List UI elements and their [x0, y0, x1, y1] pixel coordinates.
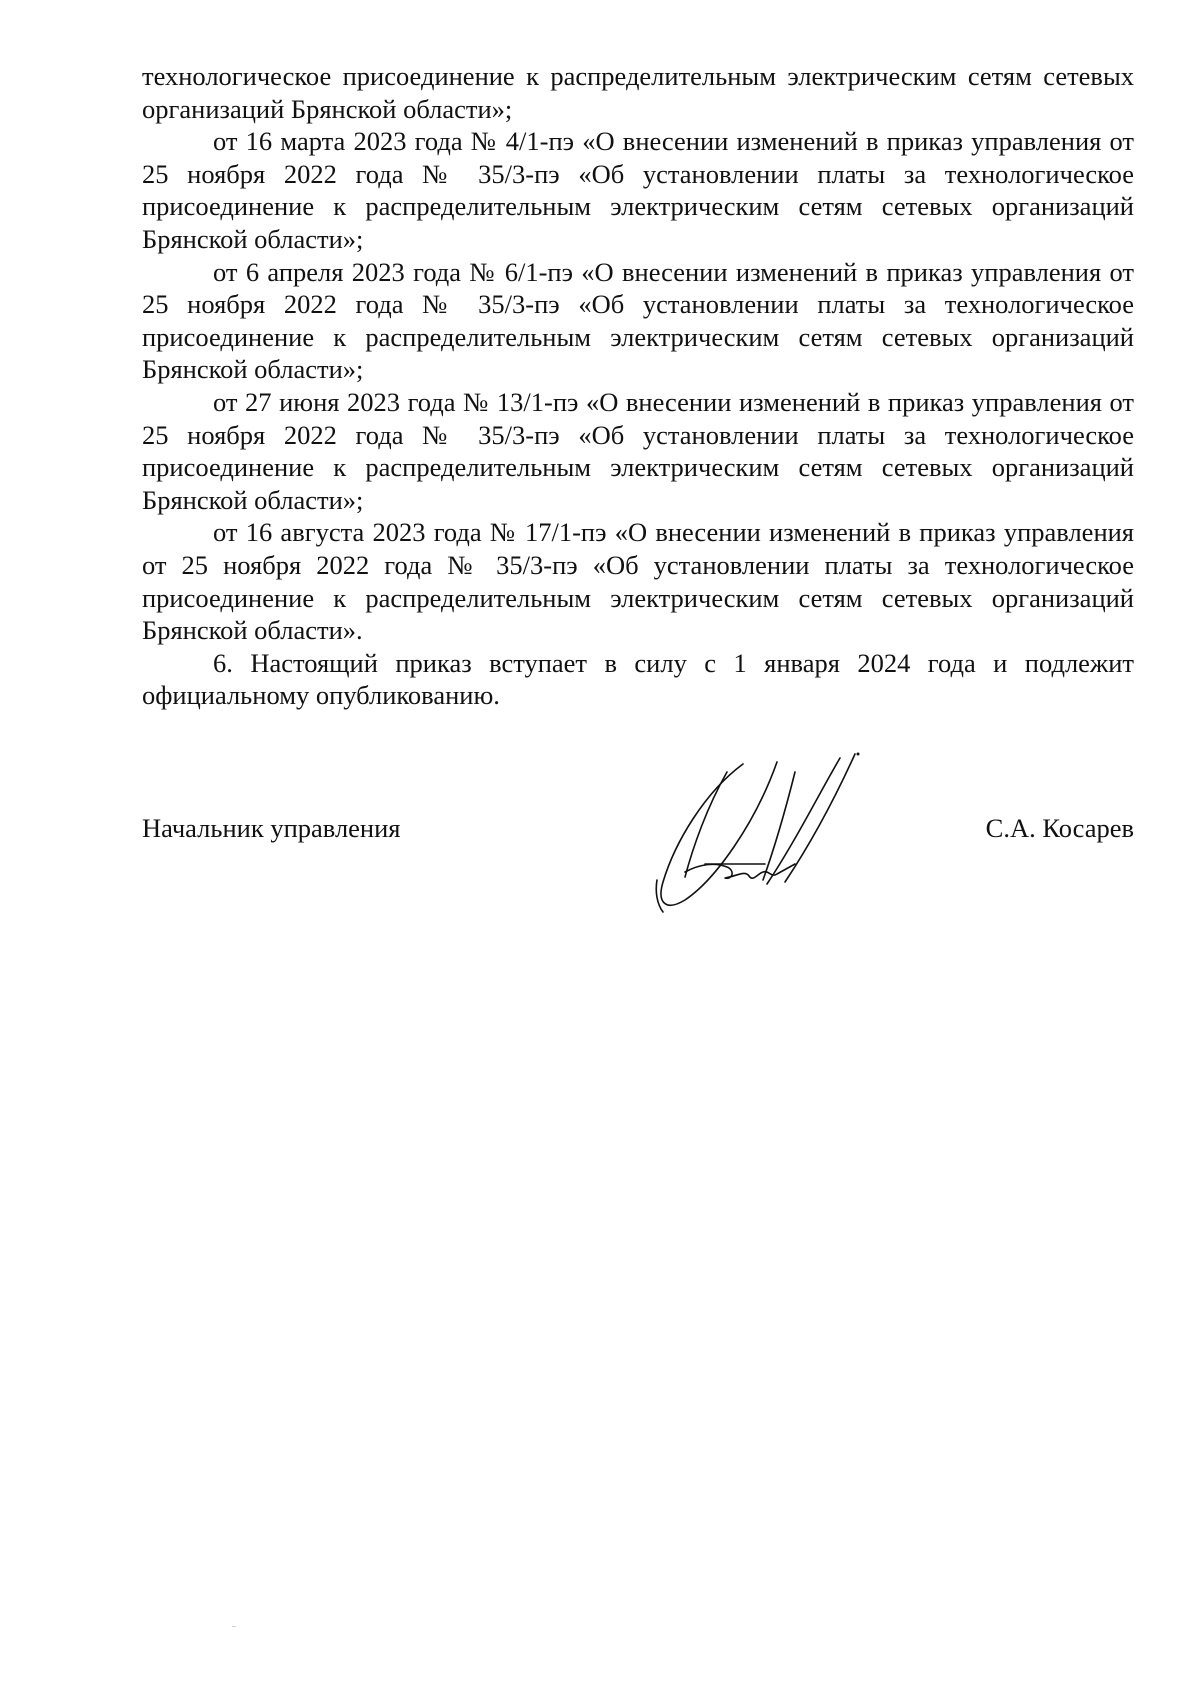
signer-name: С.А. Косарев: [985, 813, 1134, 843]
paragraph-amendment-march: от 16 марта 2023 года № 4/1-пэ «О внесении изменений в приказ управления от 25 ноября 2022 года № 35/3-пэ «Об установлении платы за технологическое присоединение к распределительным электрическим сетям сетевых организаций Брянской области»;: [142, 126, 1134, 254]
paragraph-effective-date: 6. Настоящий приказ вступает в силу с 1 января 2024 года и подлежит официальному опубликованию.: [142, 647, 1134, 711]
paragraph-continuation: технологическое присоединение к распределительным электрическим сетям сетевых организаций Брянской области»;: [142, 61, 1134, 124]
signature-stroke: [661, 762, 777, 905]
scan-artifact: [232, 1626, 236, 1627]
signature-row: [142, 812, 1134, 852]
paragraph-amendment-august: от 16 августа 2023 года № 17/1-пэ «О внесении изменений в приказ управления от 25 ноября 2022 года № 35/3-пэ «Об установлении платы за технологическое присоединение к распределительным электрическим сетям сетевых организаций Брянской области».: [142, 517, 1134, 646]
paragraph-amendment-april: от 6 апреля 2023 года № 6/1-пэ «О внесении изменений в приказ управления от 25 ноября 2022 года № 35/3-пэ «Об установлении платы за технологическое присоединение к распределительным электрическим сетям сетевых организаций Брянской области»;: [142, 256, 1134, 385]
signature-stroke: [767, 758, 840, 884]
signature-dot: [857, 753, 860, 756]
signature-stroke: [685, 772, 727, 877]
document-body: [142, 60, 1134, 712]
handwritten-signature-icon: [645, 752, 895, 922]
position-title: Начальник управления: [142, 813, 401, 843]
paragraph-amendment-june: от 27 июня 2023 года № 13/1-пэ «О внесении изменений в приказ управления от 25 ноября 2022 года № 35/3-пэ «Об установлении платы за технологическое присоединение к распределительным электрическим сетям сетевых организаций Брянской области»;: [142, 386, 1134, 515]
